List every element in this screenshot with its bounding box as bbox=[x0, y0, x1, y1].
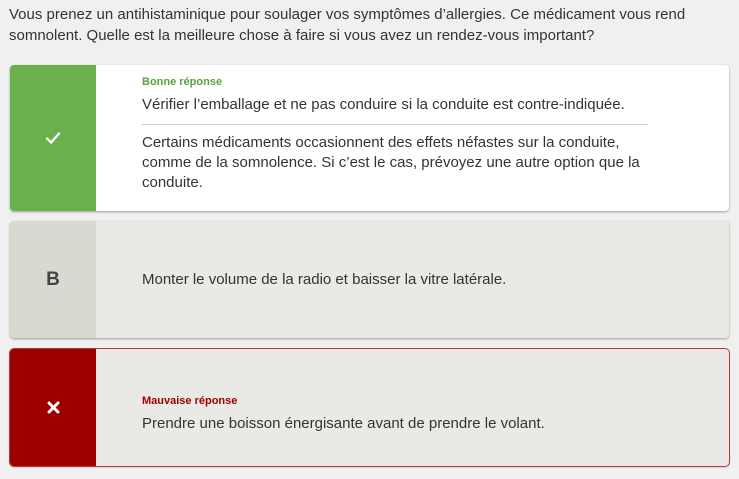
answer-explanation: Certains médicaments occasionnent des effets néfastes sur la conduite, comme de la somnolence. Si c’est le cas, prévoyez une autre option que la conduite. bbox=[142, 134, 640, 191]
question-text: Vous prenez un antihistaminique pour soulager vos symptômes d’allergies. Ce médicament vous rend somnolent. Quelle est la meilleure chose à faire si vous avez un rendez-vous important? bbox=[9, 6, 686, 44]
cross-icon bbox=[47, 401, 60, 414]
answer-status-panel-wrong bbox=[10, 349, 96, 466]
answer-body-wrong bbox=[96, 349, 729, 466]
wrong-answer-tag: Mauvaise réponse bbox=[142, 394, 238, 407]
answer-letter: B bbox=[46, 268, 60, 290]
answer-text: Monter le volume de la radio et baisser la vitre latérale. bbox=[142, 270, 507, 288]
answer-text: Prendre une boisson énergisante avant de prendre le volant. bbox=[142, 414, 545, 432]
checkmark-icon bbox=[45, 131, 61, 145]
correct-answer-tag: Bonne réponse bbox=[142, 76, 223, 88]
answer-option-b[interactable] bbox=[10, 221, 729, 338]
divider bbox=[142, 124, 648, 125]
answer-option-correct[interactable] bbox=[10, 65, 729, 211]
answer-option-wrong[interactable] bbox=[10, 349, 729, 466]
answer-body-correct bbox=[96, 65, 729, 211]
answer-body-b bbox=[96, 221, 729, 338]
answer-status-panel-correct bbox=[10, 65, 96, 211]
answer-text: Vérifier l’emballage et ne pas conduire si la conduite est contre-indiquée. bbox=[142, 96, 625, 113]
answer-letter-panel bbox=[10, 221, 96, 338]
